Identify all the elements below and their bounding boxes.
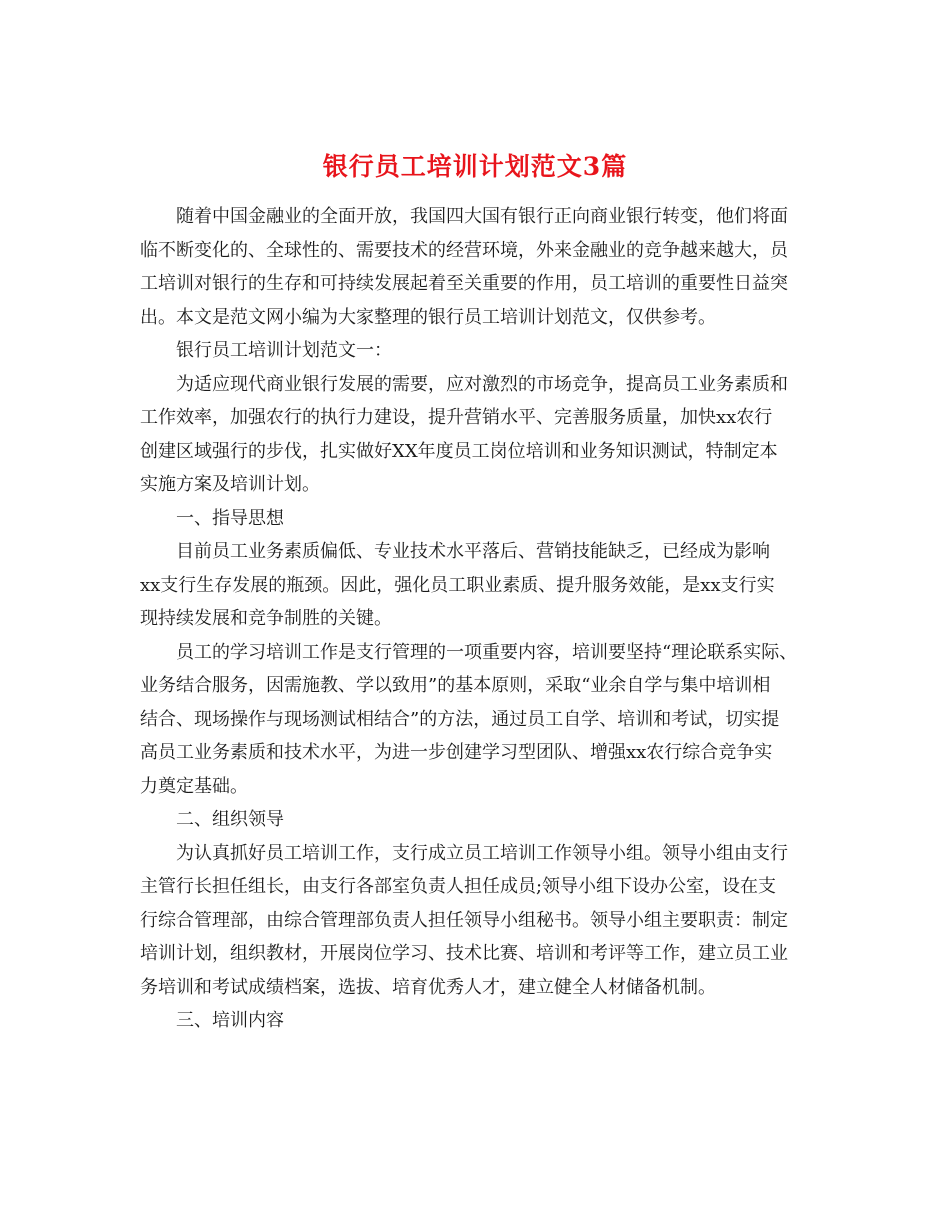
paragraph-line: 创建区域强行的步伐，扎实做好XX年度员工岗位培训和业务知识测试，特制定本 [140,440,778,462]
paragraph-line: 行综合管理部，由综合管理部负责人担任领导小组秘书。领导小组主要职责：制定 [140,909,788,931]
paragraph-line: 为适应现代商业银行发展的需要，应对激烈的市场竞争，提高员工业务素质和 [176,373,788,395]
paragraph [140,368,820,502]
paragraph [140,535,820,636]
paragraph [140,837,820,1005]
paragraph-line: 工作效率，加强农行的执行力建设，提升营销水平、完善服务质量，加快xx农行 [140,407,773,428]
document-title: 银行员工培训计划范文3篇 [322,151,628,181]
section-heading: 二、组织领导 [176,809,284,830]
paragraph-line: 务培训和考试成绩档案，选拔、培育优秀人才，建立健全人材储备机制。 [140,976,716,998]
paragraph-line: 临不断变化的、全球性的、需要技术的经营环境，外来金融业的竞争越来越大，员 [140,239,788,261]
paragraph-line: 高员工业务素质和技术水平，为进一步创建学习型团队、增强xx农行综合竞争实 [140,742,773,763]
paragraph-line: 目前员工业务素质偏低、专业技术水平落后、营销技能缺乏，已经成为影响 [176,541,770,562]
paragraph-line: 培训计划，组织教材，开展岗位学习、技术比赛、培训和考评等工作，建立员工业 [140,943,788,964]
paragraph-line: 主管行长担任组长，由支行各部室负责人担任成员;领导小组下设办公室，设在支 [140,876,777,897]
paragraph [140,636,820,804]
paragraph-line: 现持续发展和竞争制胜的关键。 [140,608,392,629]
section-heading: 银行员工培训计划范文一： [176,340,392,361]
section-heading: 三、培训内容 [176,1010,284,1031]
paragraph-line: 结合、现场操作与现场测试相结合”的方法，通过员工自学、培训和考试，切实提 [140,708,780,730]
paragraph-line: 随着中国金融业的全面开放，我国四大国有银行正向商业银行转变，他们将面 [176,206,788,227]
section-heading: 一、指导思想 [176,507,284,529]
paragraph-line: 工培训对银行的生存和可持续发展起着至关重要的作用，员工培训的重要性日益突 [140,273,788,294]
paragraph-line: 实施方案及培训计划。 [140,474,320,495]
paragraph-line: 力奠定基础。 [140,775,248,797]
document-body [140,200,820,1038]
paragraph [140,200,820,334]
paragraph-line: 业务结合服务，因需施教、学以致用”的基本原则，采取“业余自学与集中培训相 [140,675,771,696]
paragraph-line: 出。本文是范文网小编为大家整理的银行员工培训计划范文，仅供参考。 [140,306,716,328]
paragraph-line: xx支行生存发展的瓶颈。因此，强化员工职业素质、提升服务效能，是xx支行实 [140,574,775,596]
paragraph-line: 员工的学习培训工作是支行管理的一项重要内容，培训要坚持“理论联系实际、 [176,641,798,663]
paragraph-line: 为认真抓好员工培训工作，支行成立员工培训工作领导小组。领导小组由支行 [176,842,788,864]
